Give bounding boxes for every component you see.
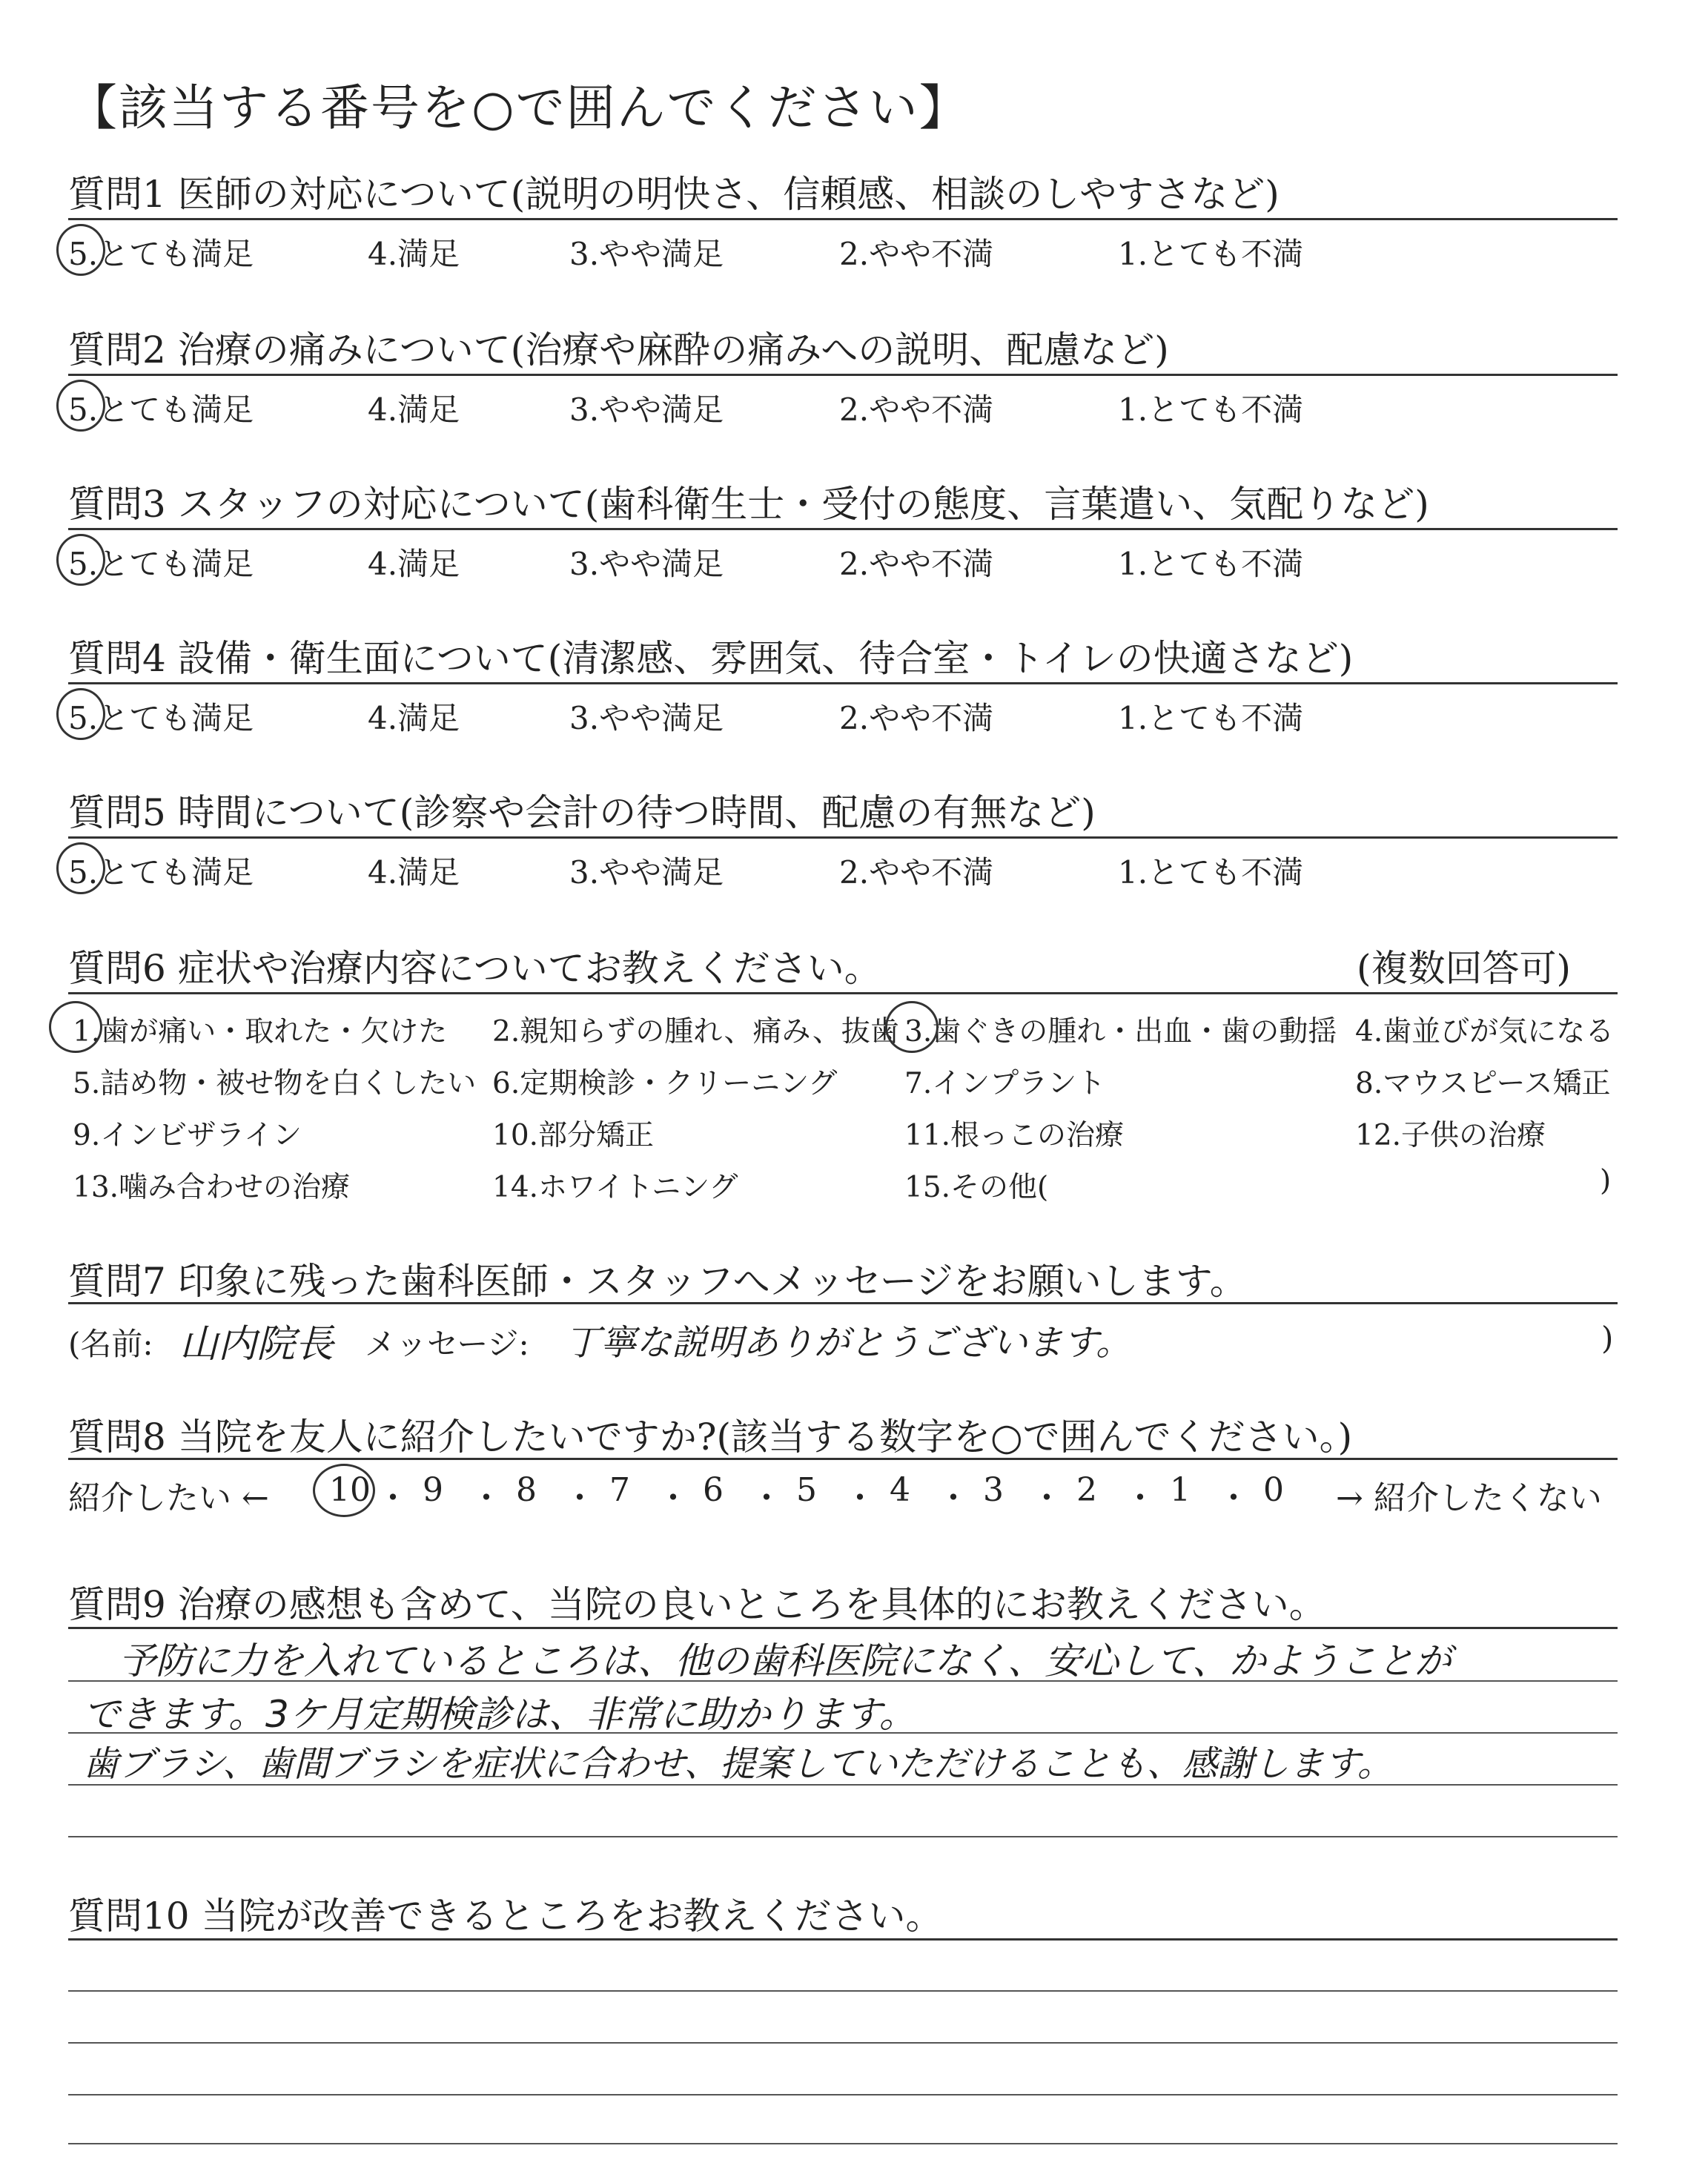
q6-item-4[interactable]: 4.歯並びが気になる — [1355, 1015, 1615, 1048]
q1-option-2[interactable]: 2.やや不満 — [839, 236, 994, 272]
q7-name-handwritten[interactable]: 山内院長 — [179, 1322, 334, 1367]
question-3-rule — [68, 528, 1618, 530]
q3-option-2[interactable]: 2.やや不満 — [839, 546, 994, 582]
q8-scale-value-3[interactable]: 3 — [983, 1471, 1004, 1509]
question-4-label: 質問4 設備・衛生面について(清潔感、雰囲気、待合室・トイレの快適さなど) — [68, 637, 1354, 680]
q8-scale-separator: ・ — [937, 1479, 970, 1517]
question-8-scale — [68, 1468, 1618, 1520]
question-1-options — [68, 230, 1618, 274]
q6-item-9[interactable]: 9.インビザライン — [73, 1119, 302, 1152]
q8-scale-separator: ・ — [657, 1479, 689, 1517]
q9-handwritten-line-3[interactable]: 歯ブラシ、歯間ブラシを症状に合わせ、提案していただけることも、感謝します。 — [83, 1743, 1393, 1785]
q9-handwritten-line-2[interactable]: できます。3ケ月定期検診は、非常に助かります。 — [83, 1693, 916, 1736]
question-4-rule — [68, 682, 1618, 684]
q2-selection-circle — [56, 380, 105, 432]
q8-scale-value-10[interactable]: 10 — [329, 1471, 371, 1509]
question-4-options — [68, 694, 1618, 739]
question-2-options — [68, 386, 1618, 430]
form-title: 【該当する番号を○で囲んでください】 — [68, 79, 970, 136]
q6-item-11[interactable]: 11.根っこの治療 — [904, 1119, 1125, 1152]
q2-option-4[interactable]: 4.満足 — [368, 392, 460, 428]
q3-selection-circle — [56, 534, 105, 586]
q5-option-1[interactable]: 1.とても不満 — [1118, 854, 1304, 891]
q1-option-1[interactable]: 1.とても不満 — [1118, 236, 1304, 272]
q8-scale-separator: ・ — [470, 1479, 503, 1517]
q4-option-1[interactable]: 1.とても不満 — [1118, 700, 1304, 736]
question-6-rule — [68, 992, 1618, 994]
q6-item-1[interactable]: 1.歯が痛い・取れた・欠けた — [73, 1015, 448, 1048]
q6-item-6[interactable]: 6.定期検診・クリーニング — [492, 1067, 838, 1100]
q8-scale-value-7[interactable]: 7 — [609, 1471, 630, 1509]
q4-option-3[interactable]: 3.やや満足 — [569, 700, 724, 736]
q6-item-8[interactable]: 8.マウスピース矯正 — [1355, 1067, 1611, 1100]
q8-scale-value-8[interactable]: 8 — [516, 1471, 537, 1509]
q5-option-5[interactable]: 5.とても満足 — [68, 854, 254, 891]
q8-scale-value-4[interactable]: 4 — [890, 1471, 910, 1509]
q6-other-close-paren: ) — [1600, 1164, 1612, 1198]
q8-scale-separator: ・ — [844, 1479, 876, 1517]
q7-name-prefix: (名前: — [68, 1326, 153, 1362]
q8-scale-value-1[interactable]: 1 — [1170, 1471, 1191, 1509]
q3-option-1[interactable]: 1.とても不満 — [1118, 546, 1304, 582]
q8-left-label: 紹介したい ← — [68, 1479, 269, 1517]
q2-option-3[interactable]: 3.やや満足 — [569, 392, 724, 428]
q1-selection-circle — [56, 224, 105, 276]
q7-close-paren: ) — [1601, 1320, 1614, 1356]
q2-option-2[interactable]: 2.やや不満 — [839, 392, 994, 428]
question-8-rule — [68, 1458, 1618, 1460]
q8-scale-value-6[interactable]: 6 — [703, 1471, 724, 1509]
q3-option-3[interactable]: 3.やや満足 — [569, 546, 724, 582]
q8-scale-separator: ・ — [1217, 1479, 1250, 1517]
q6-item-7[interactable]: 7.インプラント — [904, 1067, 1106, 1100]
question-6-label: 質問6 症状や治療内容についてお教えください。 — [68, 947, 881, 990]
q5-option-4[interactable]: 4.満足 — [368, 854, 460, 891]
q8-selection-circle — [313, 1464, 375, 1517]
q4-option-5[interactable]: 5.とても満足 — [68, 700, 254, 736]
question-10-rule-0 — [68, 1938, 1618, 1941]
q2-option-5[interactable]: 5.とても満足 — [68, 392, 254, 428]
question-9-rule-0 — [68, 1627, 1618, 1629]
q6-item-10[interactable]: 10.部分矯正 — [492, 1119, 655, 1152]
question-10-rule-1 — [68, 1990, 1618, 1992]
q4-selection-circle — [56, 688, 105, 740]
q8-scale-separator: ・ — [750, 1479, 783, 1517]
q5-option-2[interactable]: 2.やや不満 — [839, 854, 994, 891]
q8-scale-separator: ・ — [1030, 1479, 1063, 1517]
q8-scale-separator: ・ — [377, 1479, 409, 1517]
question-8-label: 質問8 当院を友人に紹介したいですか?(該当する数字を○で囲んでください。) — [68, 1416, 1353, 1459]
question-9-rule-4 — [68, 1836, 1618, 1837]
q8-scale-row — [329, 1471, 1323, 1516]
question-2-rule — [68, 374, 1618, 376]
q8-scale-separator: ・ — [1124, 1479, 1156, 1517]
q8-scale-value-0[interactable]: 0 — [1263, 1471, 1284, 1509]
question-5-label: 質問5 時間について(診察や会計の待つ時間、配慮の有無など) — [68, 791, 1096, 834]
question-3-options — [68, 540, 1618, 584]
q8-scale-value-9[interactable]: 9 — [423, 1471, 443, 1509]
q8-scale-value-5[interactable]: 5 — [796, 1471, 817, 1509]
question-3-label: 質問3 スタッフの対応について(歯科衛生士・受付の態度、言葉遣い、気配りなど) — [68, 483, 1429, 526]
q6-item-14[interactable]: 14.ホワイトニング — [492, 1171, 738, 1204]
q5-option-3[interactable]: 3.やや満足 — [569, 854, 724, 891]
q6-item-2[interactable]: 2.親知らずの腫れ、痛み、抜歯 — [492, 1015, 899, 1048]
question-7-answer — [68, 1312, 1618, 1372]
question-10-rule-4 — [68, 2143, 1618, 2144]
q6-selection-circle-3 — [885, 1001, 939, 1053]
question-1-label: 質問1 医師の対応について(説明の明快さ、信頼感、相談のしやすさなど) — [68, 173, 1280, 216]
q8-scale-separator: ・ — [563, 1479, 596, 1517]
question-7-label: 質問7 印象に残った歯科医師・スタッフへメッセージをお願いします。 — [68, 1260, 1247, 1303]
question-10-rule-3 — [68, 2094, 1618, 2095]
q2-option-1[interactable]: 1.とても不満 — [1118, 392, 1304, 428]
q6-item-15[interactable]: 15.その他( — [904, 1171, 1049, 1204]
question-6-grid — [73, 1008, 1622, 1216]
q6-selection-circle-1 — [49, 1001, 102, 1053]
question-6-note: (複数回答可) — [1357, 947, 1572, 990]
question-10-label: 質問10 当院が改善できるところをお教えください。 — [68, 1895, 943, 1938]
question-5-options — [68, 848, 1618, 893]
question-1-rule — [68, 218, 1618, 220]
q8-right-label: → 紹介したくない — [1336, 1479, 1602, 1517]
q3-option-5[interactable]: 5.とても満足 — [68, 546, 254, 582]
q8-scale-value-2[interactable]: 2 — [1076, 1471, 1097, 1509]
q6-item-3[interactable]: 3.歯ぐきの腫れ・出血・歯の動揺 — [904, 1015, 1337, 1048]
q6-item-13[interactable]: 13.噛み合わせの治療 — [73, 1171, 351, 1204]
q7-message-handwritten[interactable]: 丁寧な説明ありがとうございます。 — [565, 1322, 1132, 1364]
q9-handwritten-line-1[interactable]: 予防に力を入れているところは、他の歯科医院になく、安心して、かようことが — [119, 1639, 1452, 1682]
question-7-rule — [68, 1302, 1618, 1304]
q6-item-12[interactable]: 12.子供の治療 — [1355, 1119, 1546, 1152]
q4-option-2[interactable]: 2.やや不満 — [839, 700, 994, 736]
q1-option-3[interactable]: 3.やや満足 — [569, 236, 724, 272]
question-2-label: 質問2 治療の痛みについて(治療や麻酔の痛みへの説明、配慮など) — [68, 328, 1169, 371]
question-10-rule-2 — [68, 2042, 1618, 2044]
q3-option-4[interactable]: 4.満足 — [368, 546, 460, 582]
q6-item-5[interactable]: 5.詰め物・被せ物を白くしたい — [73, 1067, 477, 1100]
q1-option-4[interactable]: 4.満足 — [368, 236, 460, 272]
question-9-label: 質問9 治療の感想も含めて、当院の良いところを具体的にお教えください。 — [68, 1583, 1326, 1626]
q7-message-prefix: メッセージ: — [365, 1326, 529, 1362]
q5-selection-circle — [56, 842, 105, 894]
q4-option-4[interactable]: 4.満足 — [368, 700, 460, 736]
q1-option-5[interactable]: 5.とても満足 — [68, 236, 254, 272]
question-5-rule — [68, 836, 1618, 839]
